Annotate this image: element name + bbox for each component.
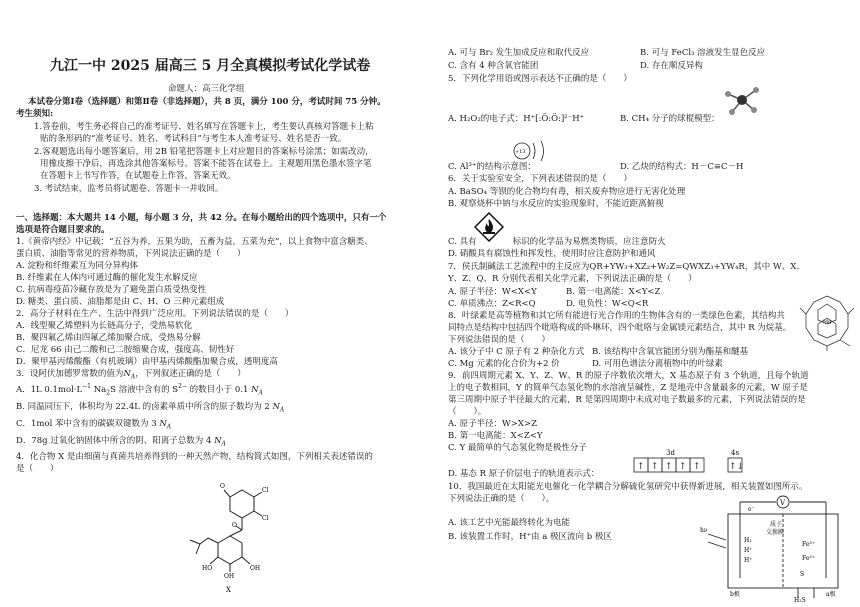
q8-stem: 8．叶绿素是高等植物和其它所有能进行光合作用的生物体含有的一类绿色色素，其结构共 (448, 311, 785, 321)
q7-option-c: C. 单质沸点：Z<R<Q (448, 299, 536, 309)
electrolysis-apparatus-diagram (698, 494, 858, 604)
q7-stem: Y、Z、Q、R 分别代表相关化学元素，下列说法正确的是（ ） (448, 274, 697, 284)
compound-label: X (226, 586, 231, 594)
q3-option-b: B. 同温同压下，体积均为 22.4L 的卤素单质中所含的原子数均为 2 $N_A$ (16, 402, 285, 414)
q3-option-c: C．1mol 苯中含有的碳碳双键数为 3 $N_A$ (16, 419, 172, 431)
exam-title: 九江一中 2025 届高三 5 月全真模拟考试化学试卷 (50, 58, 371, 74)
q5-option-c: C. Al³⁺的结构示意图： (448, 162, 536, 172)
atom-label: OH (250, 565, 261, 572)
atom-label: HO (202, 565, 213, 572)
q2-option: A．线型聚乙烯塑料为长链高分子，受热易软化 (16, 321, 193, 331)
atom-label: O (220, 483, 225, 490)
fe2-label: Fe²⁺ (802, 555, 815, 562)
ch4-ball-stick-model (720, 84, 764, 118)
q8-option-c: C. Mg 元素的化合价为+2 价 (448, 359, 560, 369)
chlorophyll-structure (796, 290, 858, 352)
q1-option: D. 糖类、蛋白质、油脂都是由 C、H、O 三种元素组成 (16, 297, 225, 307)
h2s-label: H₂S (794, 597, 806, 604)
author-line: 命题人：高三化学组 (168, 84, 245, 94)
q10-stem: 下列说法正确的是（ ）。 (448, 494, 555, 504)
orbital-diagram (632, 448, 752, 484)
section-heading: 选项是符合题目要求的。 (16, 225, 110, 235)
q1-option: C. 抗病毒疫苗冷藏存放是为了避免蛋白质受热变性 (16, 285, 207, 295)
hplus-label: H⁺ (744, 547, 753, 554)
q8-option-d: D. 可用色谱法分离植物中的叶绿素 (592, 359, 723, 369)
q6-option-c: C. 具有 标识的化学品为易燃类物质，应注意防火 (448, 237, 666, 247)
svg-text:↑↓: ↑↓ (729, 462, 745, 472)
svg-text:↑: ↑ (679, 462, 687, 472)
q2-option: D．聚甲基丙烯酸酯（有机玻璃）由甲基丙烯酸酯加聚合成，透明度高 (16, 357, 278, 367)
membrane-label: 交换膜 (766, 529, 785, 536)
notice-line: 3. 考试结束，监考员将试题卷、答题卡一并收回。 (34, 184, 224, 194)
intro-line: 本试卷分第Ⅰ卷（选择题）和第Ⅱ卷（非选择题），共 8 页，满分 100 分，考试时间 75 分钟。 (28, 97, 386, 107)
q3-stem: 3．设阿伏加德罗常数的值为$N_A$，下列叙述正确的是（ ） (16, 369, 246, 381)
q1-option: B. 纤维素在人体内可通过酶的催化发生水解反应 (16, 273, 198, 283)
q2-stem: 2．高分子材料在生产、生活中得到广泛应用。下列说法错误的是（ ） (16, 309, 294, 319)
atom-label: Cl (262, 487, 269, 494)
s-label: S (800, 571, 805, 578)
notice-line: 在答题卡上书写作答，在试题卷上作答，答案无效。 (40, 171, 236, 181)
hplus-label: H⁺ (744, 557, 753, 564)
notice-line: 贴的条形码的“准考证号、姓名、考试科目”与考生本人准考证号、姓名是否一致。 (40, 134, 347, 144)
q7-option-b: B. 第一电离能：X<Y<Z (566, 287, 661, 297)
membrane-label: 质子 (770, 521, 783, 528)
q1-stem: 蛋白质、油脂等常见的营养物质，下列说法正确的是（ ） (16, 249, 246, 259)
q8-stem: 下列说法错误的是（ ） (448, 335, 551, 345)
voltmeter-label: V (780, 499, 786, 507)
q4-option-b: B. 可与 FeCl₃ 溶液发生显色反应 (640, 48, 766, 58)
q3-option-a: A．1L $0.1mol\cdot L^{-1}$ $Na_2S$ 溶液中含有的 $S^{2-}$ 的数目小于 0.1 $N_A$ (16, 383, 263, 397)
q1-option: A. 淀粉和纤维素互为同分异构体 (16, 261, 139, 271)
atom-label: Cl (262, 515, 269, 522)
q4-stem: 是（ ） (16, 464, 59, 474)
atom-label: OH (224, 573, 235, 580)
q6-option: D. 硝酸具有腐蚀性和挥发性，使用时应注意防护和通风 (448, 249, 656, 259)
q6-stem: 6．关于实验室安全，下列表述错误的是（ ） (448, 174, 632, 184)
q6-option: A. BaSO₄ 等钡的化合物均有毒，相关废弃物应进行无害化处理 (448, 187, 686, 197)
q9-option-a: A. 原子半径：W>X>Z (448, 419, 537, 429)
q10-option-a: A. 该工艺中光能最终转化为电能 (448, 518, 571, 528)
q2-option: C．尼龙 66 由己二酸和己二胺缩聚合成，强度高、韧性好 (16, 345, 235, 355)
notice-line: 用橡皮擦干净后，再选涂其他答案标号。答案不能答在试卷上。主观题用黑色墨水签字笔 (40, 159, 372, 169)
fe3-label: Fe³⁺ (802, 541, 815, 548)
q4-option-d: D. 存在顺反异构 (640, 61, 703, 71)
q4-option-a: A. 可与 Br₂ 发生加成反应和取代反应 (448, 48, 590, 58)
q1-stem: 1.《黄帝内经》中记载：“五谷为养，五果为助，五畜为益，五菜为充”，以上食物中富含糖类、 (16, 237, 373, 247)
q10-option-b: B. 该装置工作时，H⁺由 a 极区流向 b 极区 (448, 532, 612, 542)
nucleus-charge: +13 (515, 149, 526, 155)
atom-label: O (232, 522, 237, 529)
q4-option-c: C. 含有 4 种含氧官能团 (448, 61, 539, 71)
svg-text:↑: ↑ (637, 462, 645, 472)
q5-stem: 5．下列化学用语或图示表达不正确的是（ ） (448, 74, 632, 84)
electrode-b-label: b极 (730, 591, 740, 598)
notice-heading: 考生须知: (16, 109, 54, 119)
section-heading: 一、选择题：本大题共 14 小题，每小题 3 分，共 42 分。在每小题给出的四个选项中，只有一个 (16, 213, 387, 223)
q4-stem: 4．化合物 X 是由细菌与真菌共培养得到的一种天然产物，结构简式如图，下列相关表述错误的 (16, 452, 373, 462)
light-label: hν (700, 527, 708, 534)
svg-text:↑: ↑ (665, 462, 673, 472)
q8-stem: 同特点是结构中包括四个吡咯构成的卟啉环，四个吡咯与金属镁元素结合，其中 R 为烷基。 (448, 323, 792, 333)
q9-option-c: C. Y 最简单的气态氢化物是极性分子 (448, 443, 587, 453)
q7-option-a: A. 原子半径：W<X<Y (448, 287, 537, 297)
q2-option: B．聚四氟乙烯由四氟乙烯加聚合成，受热易分解 (16, 333, 201, 343)
electron-label: e⁻ (748, 506, 755, 513)
q8-option-b: B. 该结构中含氧官能团分别为酯基和醚基 (592, 347, 749, 357)
electrode-a-label: a极 (826, 591, 836, 598)
orbital-3d-label: 3d (666, 449, 675, 457)
q9-option-d: D. 基态 R 原子价层电子的轨道表示式： (448, 469, 600, 479)
svg-text:↑: ↑ (693, 462, 701, 472)
orbital-4s-label: 4s (731, 449, 740, 457)
q9-stem: 9．前四周期元素 X、Y、Z、W、R 的原子序数依次增大，X 基态原子有 3 个轨道，且每个轨道 (448, 371, 809, 381)
q7-option-d: D. 电负性：W<Q<R (566, 299, 649, 309)
q6-option: B. 观察烧杯中钠与水反应的实验现象时，不能近距离俯视 (448, 199, 664, 209)
q8-option-a: A. 该分子中 C 原子有 2 种杂化方式 (448, 347, 585, 357)
notice-line: 2.客观题选出每小题答案后，用 2B 铅笔把答题卡上对应题目的答案标号涂黑；如需改动， (34, 147, 374, 157)
q5-option-d: D. 乙炔的结构式：H－C≡C－H (620, 162, 744, 172)
q5-option-a: A. H₂O₂的电子式：H⁺[:Ö:Ö:]²⁻H⁺ (448, 114, 585, 124)
q7-stem: 7．侯氏制碱法工艺流程中的主反应为QR+YW₃+XZ₂+W₂Z=QWXZ₃+YW₄R，其中 W、X、 (448, 262, 805, 272)
q9-stem: 第三周期中原子半径最大的元素，R 是第四周期中未成对电子数最多的元素，下列说法错误的是 (448, 395, 806, 405)
compound-x-structure (180, 472, 280, 596)
q9-stem: 上的电子数相同，Y 的简单气态氢化物的水溶液呈碱性，Z 是地壳中含量最多的元素，W 原子是 (448, 383, 808, 393)
h2-label: H₂ (744, 537, 752, 544)
q5-option-b: B. CH₄ 分子的球棍模型： (620, 114, 720, 124)
q9-stem: （ ）。 (448, 407, 487, 417)
svg-text:↑: ↑ (651, 462, 659, 472)
notice-line: 1.答卷前，考生务必将自己的准考证号、姓名填写在答题卡上，考生要认真核对答题卡上粘 (34, 122, 374, 132)
q3-option-d: D．78g 过氧化钠固体中所含的阴、阳离子总数为 4 $N_A$ (16, 436, 226, 448)
mg-atom: Mg (823, 319, 832, 325)
q10-stem: 10．我国最近在太阳能光电催化－化学耦合分解硫化氢研究中获得新进展，相关装置如图所示。 (448, 482, 808, 492)
q9-option-b: B. 第一电离能：X<Z<Y (448, 431, 543, 441)
